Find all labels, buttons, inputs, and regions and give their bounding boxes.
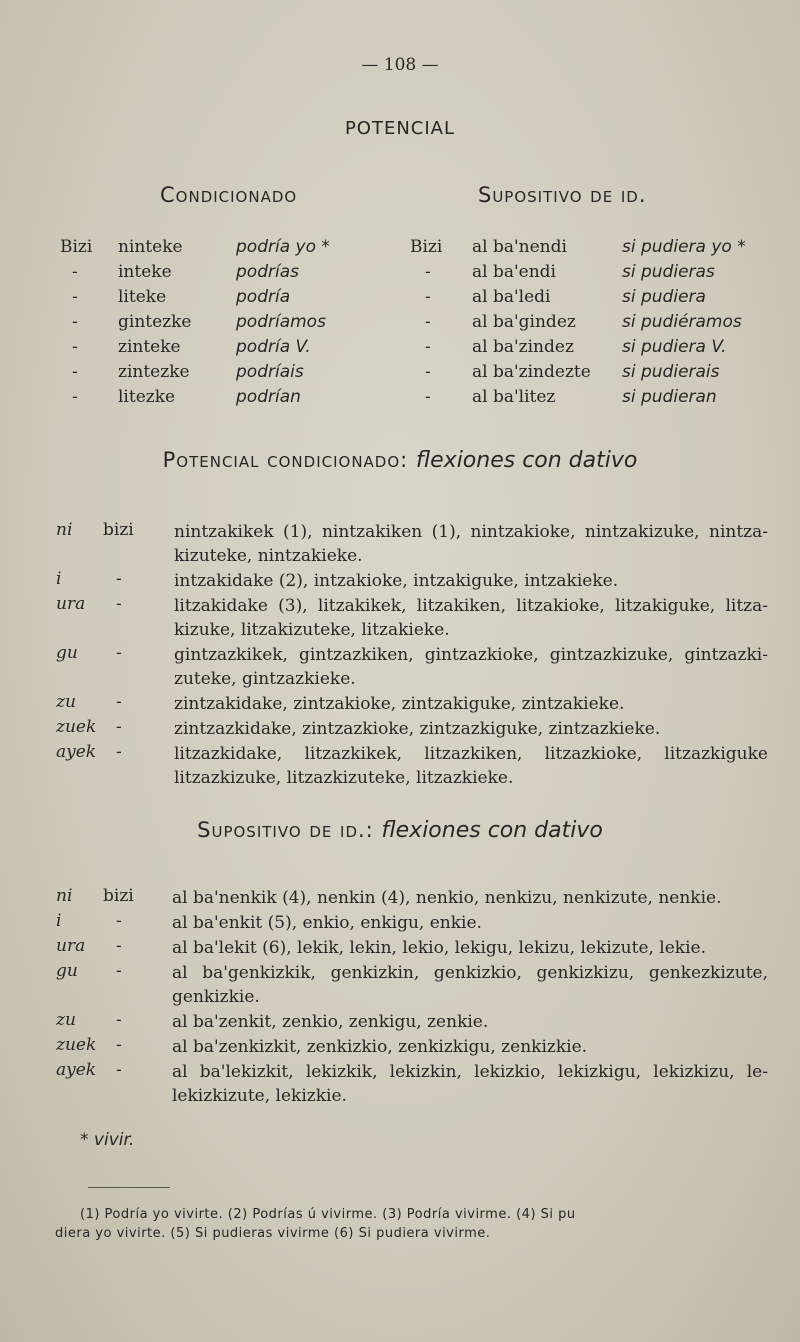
supo-basque: al ba'litez xyxy=(472,387,556,407)
pronoun-dash: - xyxy=(116,936,122,956)
supo-basque: al ba'zindezte xyxy=(472,362,591,382)
pronoun-dash: - xyxy=(116,742,122,762)
cond-basque: zintezke xyxy=(118,362,190,382)
cond-spanish: podría V. xyxy=(236,337,311,357)
page-number: — 108 — xyxy=(361,55,439,75)
supositivo-heading: Supositivo de id. xyxy=(478,183,647,207)
pronoun-dash: bizi xyxy=(103,886,134,906)
section2-heading-sc: Potencial condicionado: xyxy=(162,448,416,472)
pronoun-dash: - xyxy=(116,692,122,712)
pronoun: ni xyxy=(56,886,73,906)
footnote-line-2: diera yo vivirte. (5) Si pudieras vivirme (6) Si pudiera vivirme. xyxy=(55,1226,491,1241)
conjugation-text: intzakidake (2), intzakioke, intzakiguke, intzakieke. xyxy=(174,571,619,591)
cond-lead: Bizi xyxy=(60,237,93,257)
cond-basque: inteke xyxy=(118,262,172,282)
cond-spanish: podría xyxy=(236,287,291,307)
section3-heading xyxy=(0,818,800,843)
conjugation-text: gintzazkikek, gintzazkiken, gintzazkioke, gintzazkizuke, gintzazki-zuteke, gintzazkieke. xyxy=(174,645,768,689)
pronoun-dash: - xyxy=(116,1035,122,1055)
pronoun: ni xyxy=(56,520,73,540)
conjugation-text: al ba'genkizkik, genkizkin, genkizkio, genkizkizu, genkezkizute, genkizkie. xyxy=(172,963,768,1007)
cond-basque: litezke xyxy=(118,387,176,407)
star-note: * vivir. xyxy=(80,1130,135,1150)
pronoun: i xyxy=(56,569,62,589)
conjugation-text: nintzakikek (1), nintzakiken (1), nintzakioke, nintzakizuke, nintza-kizuteke, nintzakieke. xyxy=(174,522,768,566)
cond-lead: - xyxy=(72,362,78,382)
supo-lead: - xyxy=(425,287,431,307)
conjugation-text: al ba'enkit (5), enkio, enkigu, enkie. xyxy=(172,913,482,933)
supo-lead: - xyxy=(425,337,431,357)
pronoun: gu xyxy=(56,961,78,981)
pronoun: ura xyxy=(56,594,86,614)
pronoun-dash: - xyxy=(116,1010,122,1030)
footnote-rule xyxy=(88,1187,170,1188)
conjugation-text: litzakidake (3), litzakikek, litzakiken, litzakioke, litzakiguke, litza-kizuke, litzakizuteke, litzakieke. xyxy=(174,596,768,640)
cond-basque: ninteke xyxy=(118,237,183,257)
pronoun: zuek xyxy=(56,717,97,737)
pronoun: ayek xyxy=(56,742,97,762)
pronoun-dash: - xyxy=(116,717,122,737)
supo-spanish: si pudieran xyxy=(622,387,717,407)
supo-basque: al ba'zindez xyxy=(472,337,574,357)
pronoun-dash: - xyxy=(116,594,122,614)
supo-spanish: si pudiera V. xyxy=(622,337,727,357)
supo-spanish: si pudiera xyxy=(622,287,706,307)
conjugation-text: zintzakidake, zintzakioke, zintzakiguke, zintzakieke. xyxy=(174,694,625,714)
cond-lead: - xyxy=(72,312,78,332)
section3-heading-italic: flexiones con dativo xyxy=(381,818,603,843)
supo-basque: al ba'gindez xyxy=(472,312,576,332)
cond-spanish: podrías xyxy=(236,262,299,282)
conjugation-text: al ba'zenkit, zenkio, zenkigu, zenkie. xyxy=(172,1012,489,1032)
cond-basque: zinteke xyxy=(118,337,181,357)
cond-spanish: podríamos xyxy=(236,312,326,332)
conjugation-text: al ba'lekit (6), lekik, lekin, lekio, lekigu, lekizu, lekizute, lekie. xyxy=(172,938,707,958)
conjugation-text: litzazkidake, litzazkikek, litzazkiken, litzazkioke, litzazkiguke litzazkizuke, litzazkizuteke, litzazkieke. xyxy=(174,744,768,788)
cond-lead: - xyxy=(72,262,78,282)
supo-spanish: si pudieras xyxy=(622,262,715,282)
pronoun-dash: - xyxy=(116,911,122,931)
supo-lead: Bizi xyxy=(410,237,443,257)
cond-lead: - xyxy=(72,287,78,307)
supo-basque: al ba'nendi xyxy=(472,237,567,257)
condicionado-heading: Condicionado xyxy=(160,183,298,207)
supo-lead: - xyxy=(425,387,431,407)
pronoun: gu xyxy=(56,643,78,663)
cond-lead: - xyxy=(72,387,78,407)
pronoun: zu xyxy=(56,1010,76,1030)
supo-lead: - xyxy=(425,362,431,382)
cond-spanish: podría yo * xyxy=(236,237,330,257)
section2-heading-italic: flexiones con dativo xyxy=(415,448,638,473)
pronoun-dash: - xyxy=(116,569,122,589)
section3-heading-sc: Supositivo de id.: xyxy=(197,818,382,842)
conjugation-text: al ba'zenkizkit, zenkizkio, zenkizkigu, zenkizkie. xyxy=(172,1037,588,1057)
pronoun-dash: bizi xyxy=(103,520,134,540)
conjugation-text: al ba'lekizkit, lekizkik, lekizkin, lekizkio, lekizkigu, lekizkizu, le-lekizkizute, lekizkie. xyxy=(172,1062,768,1106)
supo-spanish: si pudiéramos xyxy=(622,312,742,332)
supo-spanish: si pudierais xyxy=(622,362,720,382)
pronoun-dash: - xyxy=(116,1060,122,1080)
pronoun: ura xyxy=(56,936,86,956)
main-title: POTENCIAL xyxy=(344,118,456,139)
pronoun: zuek xyxy=(56,1035,97,1055)
cond-spanish: podríais xyxy=(236,362,304,382)
section2-heading xyxy=(0,448,800,473)
conjugation-text: zintzazkidake, zintzazkioke, zintzazkiguke, zintzazkieke. xyxy=(174,719,661,739)
pronoun: ayek xyxy=(56,1060,97,1080)
pronoun-dash: - xyxy=(116,961,122,981)
supo-lead: - xyxy=(425,312,431,332)
pronoun-dash: - xyxy=(116,643,122,663)
conjugation-text: al ba'nenkik (4), nenkin (4), nenkio, nenkizu, nenkizute, nenkie. xyxy=(172,888,722,908)
supo-spanish: si pudiera yo * xyxy=(622,237,746,257)
pronoun: zu xyxy=(56,692,76,712)
cond-basque: gintezke xyxy=(118,312,192,332)
pronoun: i xyxy=(56,911,62,931)
footnote-line-1: (1) Podría yo vivirte. (2) Podrías ú vivirme. (3) Podría vivirme. (4) Si pu xyxy=(80,1207,576,1222)
cond-spanish: podrían xyxy=(236,387,301,407)
supo-lead: - xyxy=(425,262,431,282)
cond-basque: liteke xyxy=(118,287,167,307)
cond-lead: - xyxy=(72,337,78,357)
supo-basque: al ba'endi xyxy=(472,262,556,282)
supo-basque: al ba'ledi xyxy=(472,287,551,307)
